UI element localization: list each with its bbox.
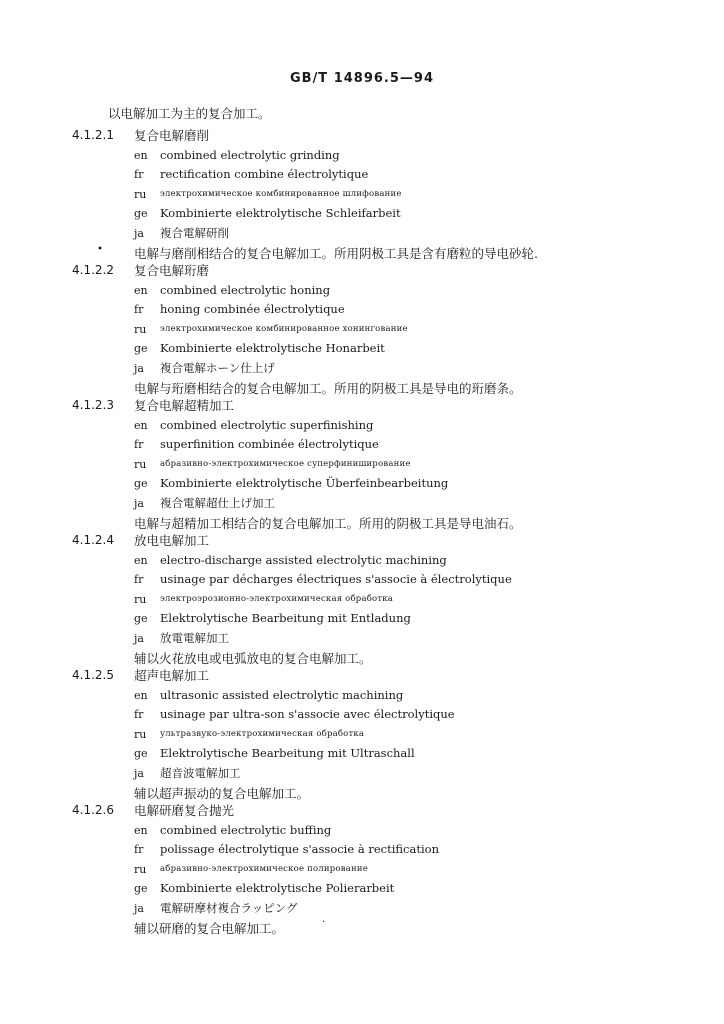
lang-label-ja: ja [134,632,144,645]
lang-label-en: en [134,688,148,702]
lang-label-fr: fr [134,438,144,452]
term-ja: 複合電解ホーン仕上げ [160,361,275,375]
term-ru: электроэрозионно-электрохимическая обработка [160,593,394,604]
entry-term: 复合电解超精加工 [134,398,235,413]
entry-definition: 辅以超声振动的复合电解加工。 [134,785,310,801]
entry-definition: 电解与超精加工相结合的复合电解加工。所用的阴极工具是导电油石。 [134,515,522,531]
lang-label-ja: ja [134,902,144,915]
lang-label-ge: ge [134,207,148,221]
intro-text: 以电解加工为主的复合加工。 [108,106,271,121]
term-en: combined electrolytic superfinishing [160,417,374,432]
lang-label-fr: fr [134,708,144,722]
term-ge: Elektrolytische Bearbeitung mit Ultraschall [160,746,415,761]
entry-code: 4.1.2.2 [72,263,114,277]
lang-label-ru: ru [134,727,147,741]
lang-label-en: en [134,418,148,432]
entry-term: 电解研磨复合抛光 [134,803,235,818]
lang-label-en: en [134,283,148,297]
lang-label-fr: fr [134,573,144,587]
term-fr: honing combinée électrolytique [160,302,345,317]
lang-label-ru: ru [134,187,147,201]
entry-term: 复合电解磨削 [134,128,210,143]
entry-code: 4.1.2.1 [72,128,114,142]
term-en: combined electrolytic grinding [160,147,340,162]
lang-label-ru: ru [134,862,147,876]
lang-label-ge: ge [134,882,148,896]
lang-label-ru: ru [134,592,147,606]
term-en: electro-discharge assisted electrolytic machining [160,552,447,567]
term-ru: абразивно-электрохимическое суперфиниширование [160,458,411,469]
term-fr: superfinition combinée électrolytique [160,437,379,452]
term-en: ultrasonic assisted electrolytic machining [160,687,404,702]
term-ge: Kombinierte elektrolytische Überfeinbearbeitung [160,476,449,491]
entry-code: 4.1.2.4 [72,533,114,547]
lang-label-ru: ru [134,322,147,336]
term-ru: ультразвуко-электрохимическая обработка [160,728,365,739]
term-ru: электрохимическое комбинированное шлифование [160,188,402,199]
term-fr: usinage par décharges électriques s'associe à électrolytique [160,572,512,587]
entry-definition: 辅以研磨的复合电解加工。 [134,920,285,936]
lang-label-fr: fr [134,843,144,857]
lang-label-en: en [134,823,148,837]
entry-term: 放电电解加工 [134,533,210,548]
term-ru: абразивно-электрохимическое полирование [160,863,368,874]
scan-speck: • [97,244,103,255]
lang-label-ja: ja [134,767,144,780]
term-ja: 放電電解加工 [160,631,229,645]
entry-definition: 辅以火花放电或电弧放电的复合电解加工。 [134,650,372,666]
term-ja: 複合電解超仕上げ加工 [160,496,275,510]
scan-speck: · [322,917,326,928]
lang-label-ge: ge [134,342,148,356]
lang-label-ge: ge [134,612,148,626]
entry-definition: 电解与磨削相结合的复合电解加工。所用阴极工具是含有磨粒的导电砂轮. [134,245,538,261]
entry-code: 4.1.2.6 [72,803,114,817]
lang-label-ja: ja [134,362,144,375]
term-en: combined electrolytic buffing [160,822,332,837]
lang-label-ru: ru [134,457,147,471]
lang-label-en: en [134,553,148,567]
term-fr: polissage électrolytique s'associe à rectification [160,842,439,857]
entry-definition: 电解与珩磨相结合的复合电解加工。所用的阴极工具是导电的珩磨条。 [134,380,522,396]
lang-label-ge: ge [134,477,148,491]
lang-label-fr: fr [134,168,144,182]
term-ja: 電解研摩材複合ラッピング [160,901,298,915]
term-ge: Kombinierte elektrolytische Schleifarbeit [160,206,401,221]
term-ja: 複合電解研削 [160,226,229,240]
lang-label-ja: ja [134,497,144,510]
page-header: GB/T 14896.5—94 [289,71,435,86]
entry-code: 4.1.2.3 [72,398,114,412]
term-fr: rectification combine électrolytique [160,167,369,182]
entry-code: 4.1.2.5 [72,668,114,682]
term-ge: Kombinierte elektrolytische Honarbeit [160,341,385,356]
term-ru: электрохимическое комбинированное хонингование [160,323,408,334]
lang-label-fr: fr [134,303,144,317]
term-ge: Elektrolytische Bearbeitung mit Entladung [160,611,411,626]
term-ja: 超音波電解加工 [160,766,241,780]
entry-term: 超声电解加工 [134,668,210,683]
entry-term: 复合电解珩磨 [134,263,210,278]
lang-label-ge: ge [134,747,148,761]
lang-label-en: en [134,148,148,162]
term-ge: Kombinierte elektrolytische Polierarbeit [160,881,395,896]
lang-label-ja: ja [134,227,144,240]
term-en: combined electrolytic honing [160,282,331,297]
term-fr: usinage par ultra-son s'associe avec électrolytique [160,707,455,722]
